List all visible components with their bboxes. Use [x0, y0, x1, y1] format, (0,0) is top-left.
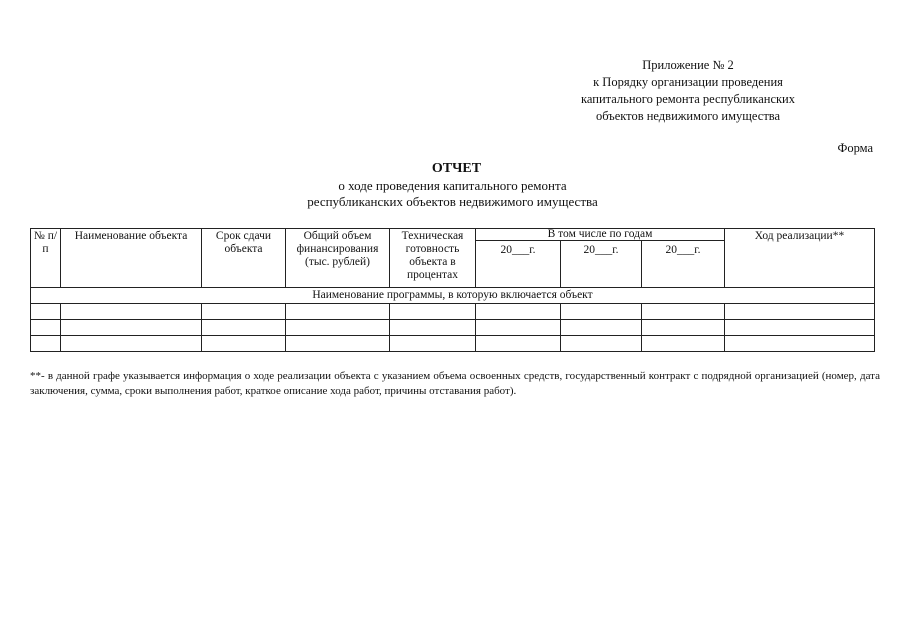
appendix-header: [523, 57, 853, 125]
report-table: [30, 228, 875, 352]
header-funding: Общий объем финансирования (тыс. рублей): [286, 229, 390, 288]
program-name-row: Наименование программы, в которую включается объект: [31, 288, 875, 304]
header-year-3: 20___г.: [642, 241, 725, 288]
title-block: [0, 160, 905, 210]
appendix-line-1: Приложение № 2: [642, 58, 734, 72]
table-row: [31, 336, 875, 352]
footnote: **- в данной графе указывается информация о ходе реализации объекта с указанием объема освоенных средств, государственный контракт с подрядной организацией (номер, дата заключения, сумма, сроки выполнения работ, краткое описание хода работ, причины отставания работ).: [30, 370, 880, 397]
header-deadline: Срок сдачи объекта: [202, 229, 286, 288]
document-subtitle-line-1: о ходе проведения капитального ремонта: [338, 178, 567, 193]
form-label: Форма: [837, 141, 873, 155]
header-years-group: В том числе по годам: [476, 229, 725, 241]
header-object-name: Наименование объекта: [61, 229, 202, 288]
header-year-1: 20___г.: [476, 241, 561, 288]
appendix-line-3: капитального ремонта республиканских: [580, 92, 795, 106]
header-progress: Ход реализации**: [725, 229, 875, 288]
header-number: № п/п: [31, 229, 61, 288]
document-title: ОТЧЕТ: [431, 161, 482, 176]
appendix-line-4: объектов недвижимого имущества: [595, 109, 781, 123]
appendix-line-2: к Порядку организации проведения: [593, 75, 783, 89]
table-row: [31, 320, 875, 336]
table-row: [31, 304, 875, 320]
header-year-2: 20___г.: [561, 241, 642, 288]
header-readiness: Техническая готовность объекта в процентах: [390, 229, 476, 288]
document-subtitle-line-2: республиканских объектов недвижимого имущества: [307, 194, 598, 209]
